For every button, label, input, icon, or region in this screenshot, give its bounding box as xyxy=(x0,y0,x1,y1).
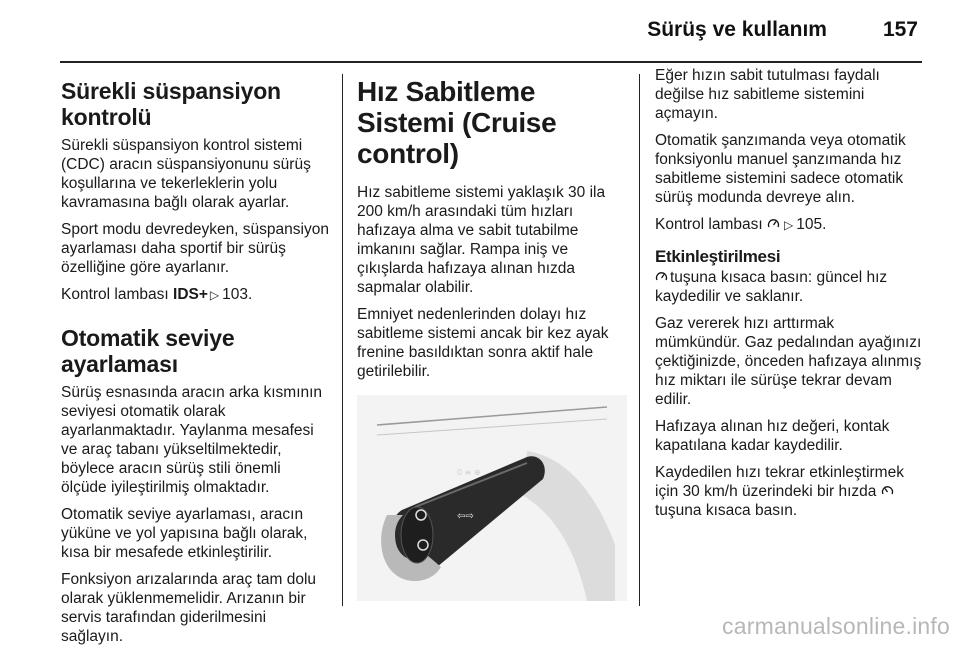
paragraph-control-lamp xyxy=(655,215,923,235)
column-3 xyxy=(655,66,923,528)
paragraph: Hafızaya alınan hız değeri, kontak kapatılana kadar kaydedilir. xyxy=(655,418,890,454)
column-divider xyxy=(639,74,640,606)
paragraph: Eğer hızın sabit tutulması faydalı değilse hız sabitleme sistemini açmayın. xyxy=(655,67,880,122)
page-ref-arrow-icon: ▷ xyxy=(209,288,220,302)
page-number: 157 xyxy=(882,18,918,41)
paragraph-control-lamp xyxy=(61,285,329,305)
paragraph: Gaz vererek hızı arttırmak mümkündür. Gaz pedalından ayağınızı çektiğinizde, önceden hafızaya alınmış hız miktarı ile sürüşe tekrar devam edilir. xyxy=(655,315,922,408)
paragraph: Otomatik şanzımanda veya otomatik fonksiyonlu manuel şanzımanda hız sabitleme sistemini sadece otomatik sürüş modunda devreye alın. xyxy=(655,132,906,206)
stalk-lever-icon xyxy=(357,395,627,601)
paragraph: Fonksiyon arızalarında araç tam dolu olarak yüklenmemelidir. Arızanın bir servis tarafından giderilmesini sağlayın. xyxy=(61,571,317,645)
paragraph: Hız sabitleme sistemi yaklaşık 30 ila 200 km/h arasındaki tüm hızları hafızaya alma ve sabit tutabilme imkanını sağlar. Rampa iniş ve çıkışlarda hafızaya alınan hızda sapmalar olabilir. xyxy=(357,184,606,296)
column-1 xyxy=(61,66,329,654)
paragraph: Otomatik seviye ayarlaması, aracın yüküne ve yol yapısına bağlı olarak, kısa bir mesafede etkinleştirilir. xyxy=(61,506,308,561)
page-ref-arrow-icon: ▷ xyxy=(784,218,794,232)
page-ref: 103. xyxy=(222,286,253,303)
heading-cruise-control: Hız Sabitleme Sistemi (Cruise control) xyxy=(357,76,557,169)
heading-auto-level: Otomatik seviye ayarlaması xyxy=(61,325,235,377)
header-rule xyxy=(60,61,922,63)
page-header xyxy=(647,18,918,42)
watermark: carmanualsonline.info xyxy=(722,613,950,639)
cruise-control-icon xyxy=(767,218,780,230)
svg-text:0 ≡ ⊕: 0 ≡ ⊕ xyxy=(457,468,481,477)
heading-activation: Etkinleştirilmesi xyxy=(655,247,781,266)
column-2 xyxy=(357,66,627,601)
column-divider xyxy=(342,74,343,606)
cruise-control-stalk-illustration xyxy=(357,395,627,601)
svg-text:⇦⇨: ⇦⇨ xyxy=(457,511,474,522)
paragraph: Sürüş esnasında aracın arka kısmının seviyesi otomatik olarak ayarlanmaktadır. Yaylanma mesafesi ve araç tabanı yükseltilmektedir, böylece aracın sürüş stili önemli ölçüde iyileştirilmiş olmaktadır. xyxy=(61,384,323,496)
paragraph: Sürekli süspansiyon kontrol sistemi (CDC) aracın süspansiyonunu sürüş koşullarına ve tekerleklerin yolu kavramasına bağlı olarak ayarlar. xyxy=(61,137,311,211)
control-lamp-label: Kontrol lambası xyxy=(61,286,169,303)
cruise-resume-icon xyxy=(881,485,894,497)
page-ref: 105. xyxy=(796,216,827,233)
control-lamp-label: Kontrol lambası xyxy=(655,216,763,233)
ids-plus-label: IDS+ xyxy=(173,286,208,303)
section-title: Sürüş ve kullanım xyxy=(647,18,827,41)
paragraph xyxy=(655,463,923,520)
resume-text-end: tuşuna kısaca basın. xyxy=(655,502,798,519)
resume-text: Kaydedilen hızı tekrar etkinleştirmek için 30 km/h üzerindeki bir hızda xyxy=(655,464,904,500)
heading-continuous-suspension: Sürekli süspansiyon kontrolü xyxy=(61,78,281,130)
paragraph: Sport modu devredeyken, süspansiyon ayarlaması daha sportif bir sürüş özelliğine göre ayarlanır. xyxy=(61,221,329,276)
paragraph xyxy=(655,268,923,306)
activation-text: tuşuna kısaca basın: güncel hız kaydedilir ve saklanır. xyxy=(655,269,888,305)
cruise-set-icon xyxy=(655,271,668,283)
paragraph: Emniyet nedenlerinden dolayı hız sabitleme sistemi ancak bir kez ayak frenine basıldıktan sonra aktif hale getirilebilir. xyxy=(357,306,609,380)
